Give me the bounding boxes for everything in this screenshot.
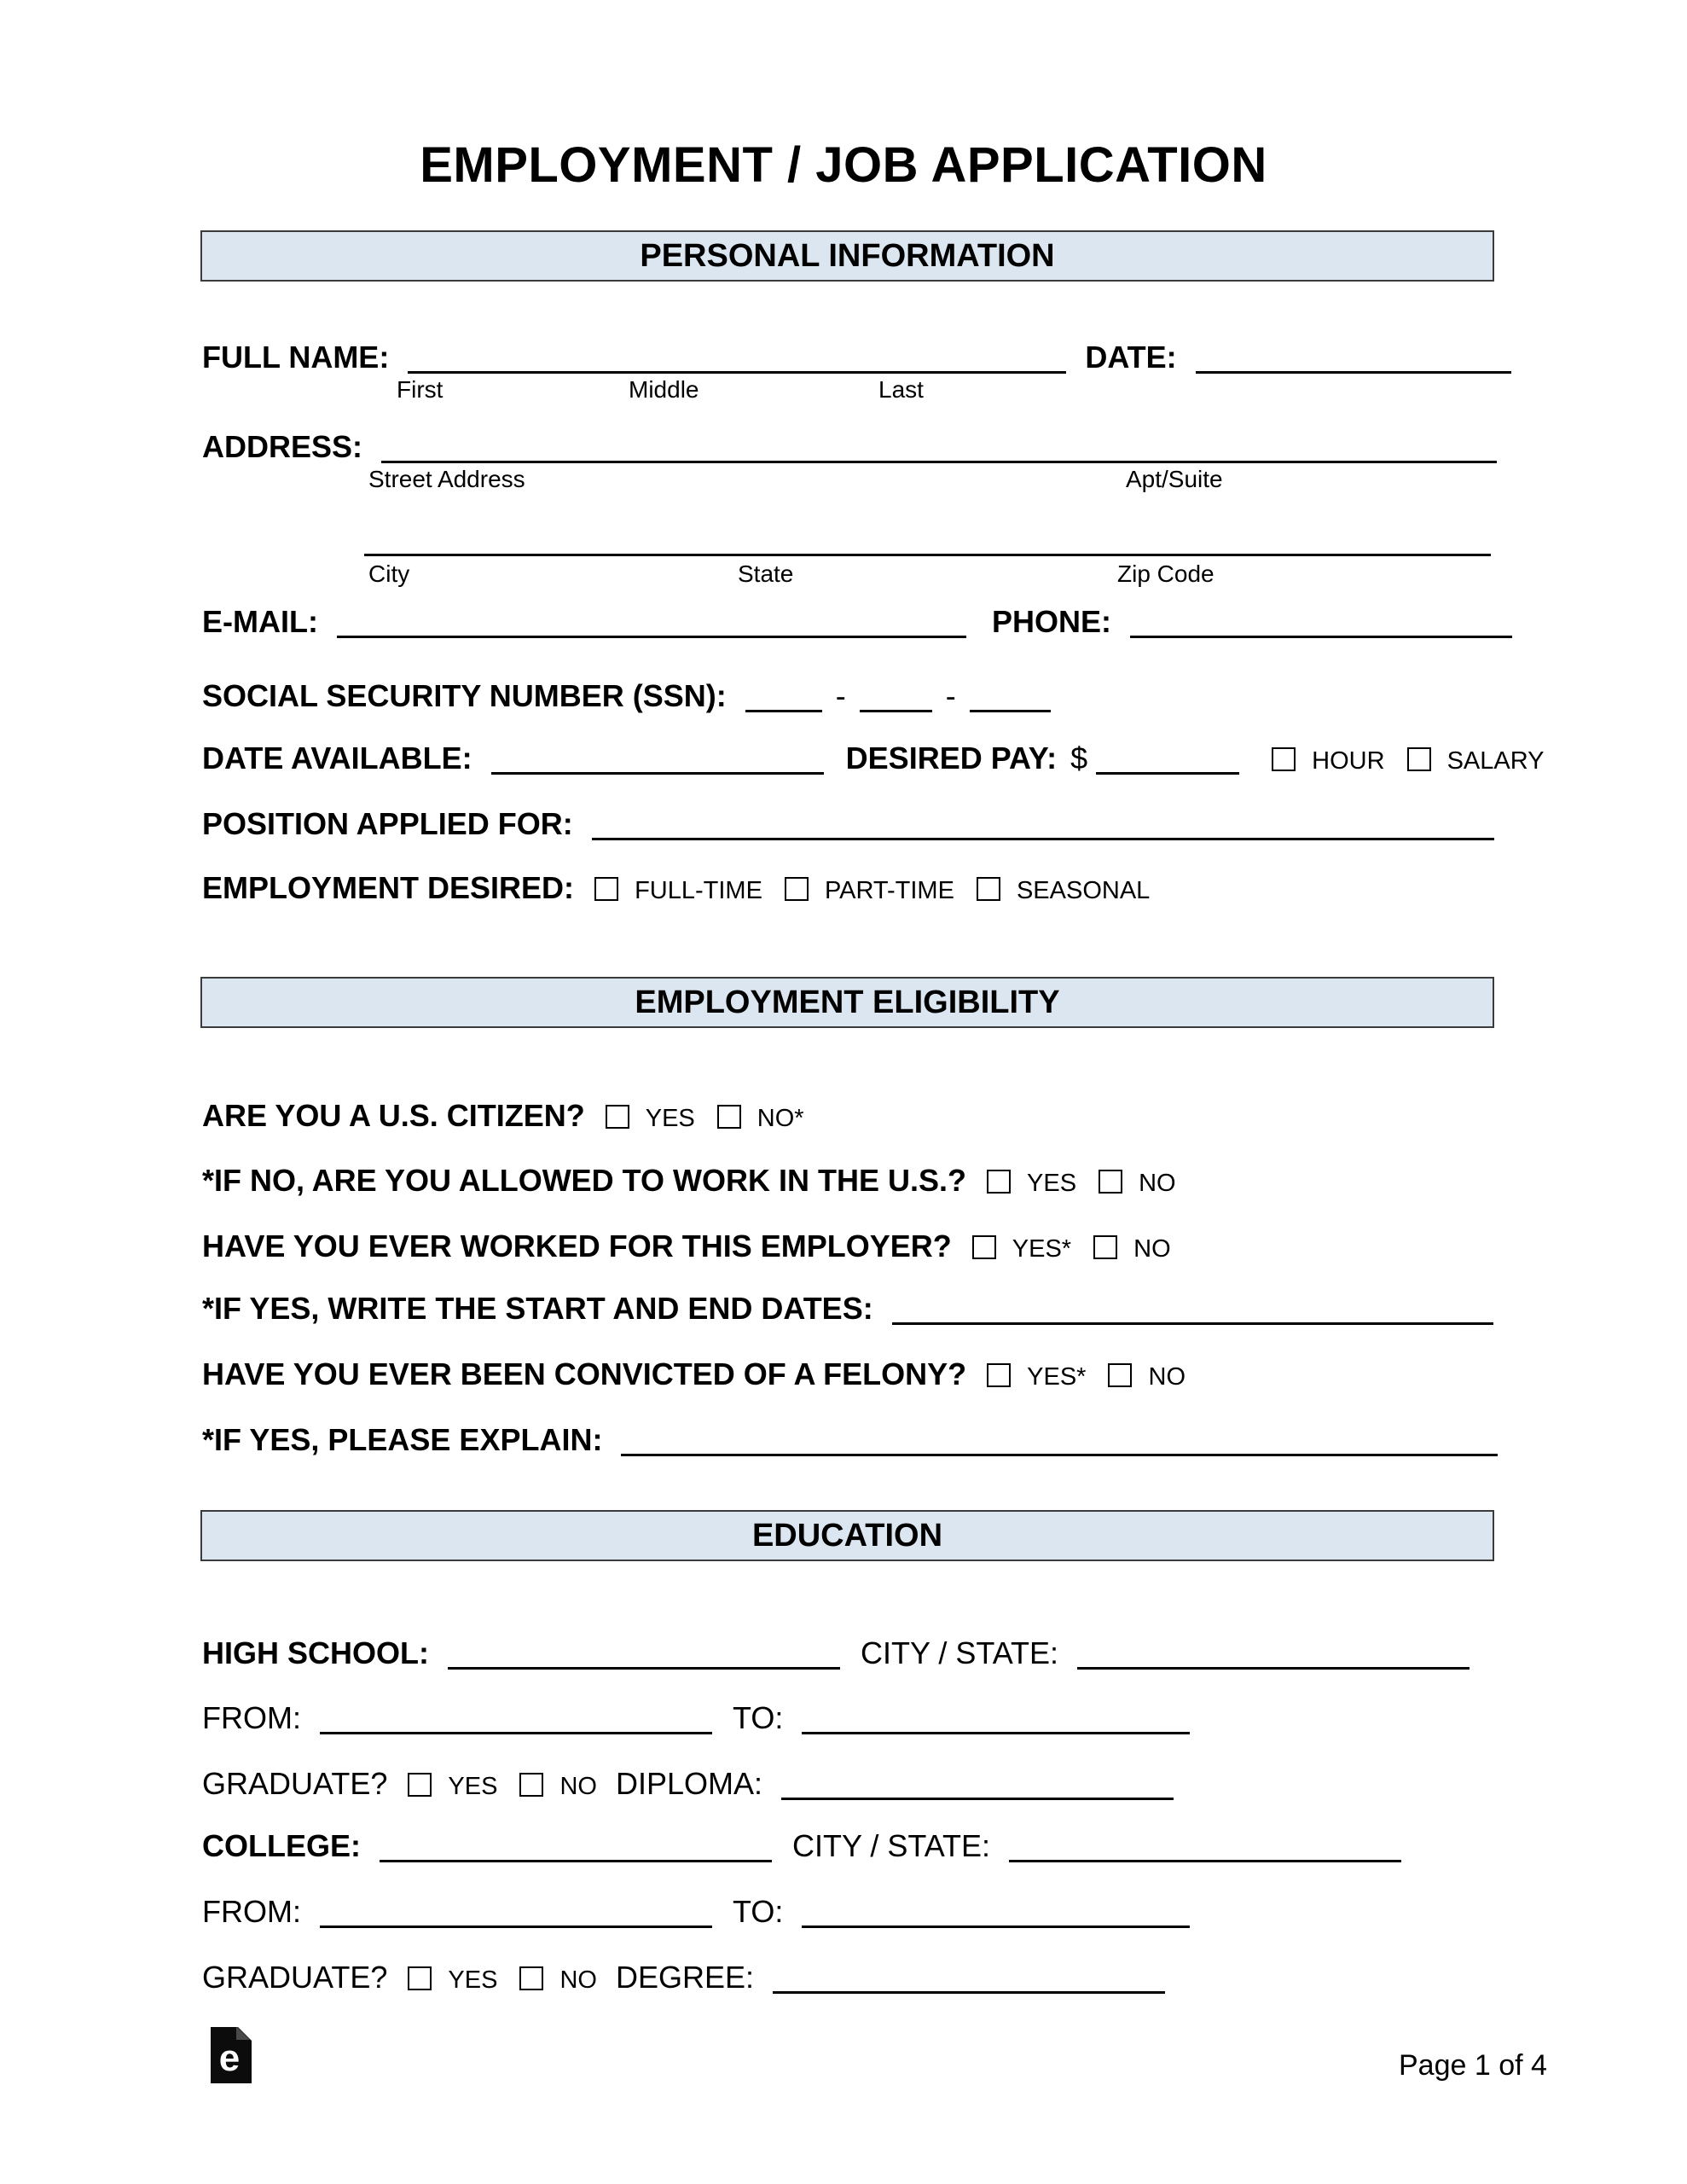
page-title: EMPLOYMENT / JOB APPLICATION (420, 137, 1267, 193)
phone-label: PHONE: (992, 604, 1112, 639)
yes-star-option-label: YES* (1012, 1235, 1072, 1263)
date-available-label: DATE AVAILABLE: (202, 741, 472, 775)
middle-sublabel: Middle (629, 376, 699, 403)
felony-no-checkbox[interactable] (1108, 1363, 1132, 1387)
part-time-checkbox[interactable] (785, 877, 809, 901)
no-option-label: NO (559, 1966, 597, 1994)
full-name-row (202, 340, 1511, 375)
yes-option-label: YES (448, 1966, 498, 1994)
section-header-education (200, 1510, 1494, 1561)
section-header-personal-information (200, 230, 1494, 282)
worked-yes-checkbox[interactable] (972, 1235, 996, 1259)
date-label: DATE: (1085, 340, 1177, 375)
college-label: COLLEGE: (202, 1828, 361, 1863)
hour-checkbox[interactable] (1272, 747, 1296, 771)
diploma-input[interactable] (781, 1772, 1174, 1800)
seasonal-checkbox[interactable] (977, 877, 1000, 901)
high-school-dates-row (202, 1701, 1190, 1735)
felony-explain-input[interactable] (621, 1428, 1498, 1456)
allowed-to-work-question-row (202, 1164, 1176, 1200)
email-label: E-MAIL: (202, 604, 318, 639)
allowed-yes-checkbox[interactable] (987, 1170, 1011, 1194)
no-option-label: NO (1148, 1363, 1186, 1391)
logo-letter: e (218, 2037, 241, 2079)
yes-option-label: YES (1027, 1170, 1077, 1197)
no-option-label: NO (559, 1773, 597, 1800)
section-header-label: PERSONAL INFORMATION (640, 237, 1055, 274)
high-school-input[interactable] (448, 1641, 840, 1670)
email-phone-row (202, 605, 1512, 639)
citizen-question-label: ARE YOU A U.S. CITIZEN? (202, 1098, 585, 1133)
worked-no-checkbox[interactable] (1093, 1235, 1117, 1259)
worked-before-question-label: HAVE YOU EVER WORKED FOR THIS EMPLOYER? (202, 1228, 952, 1263)
citizen-no-checkbox[interactable] (717, 1105, 741, 1129)
full-time-option-label: FULL-TIME (635, 877, 762, 904)
salary-option-label: SALARY (1446, 747, 1545, 775)
desired-pay-input[interactable] (1096, 746, 1239, 775)
college-from-input[interactable] (320, 1900, 712, 1928)
felony-explain-row (202, 1423, 1498, 1457)
college-dates-row (202, 1895, 1190, 1929)
worked-before-question-row (202, 1229, 1171, 1266)
date-available-input[interactable] (491, 746, 824, 775)
position-applied-input[interactable] (592, 812, 1494, 840)
page-number-label: Page 1 of 4 (1399, 2049, 1547, 2082)
start-end-dates-input[interactable] (892, 1297, 1493, 1325)
section-header-employment-eligibility (200, 977, 1494, 1028)
to-label: TO: (733, 1700, 784, 1735)
zip-code-sublabel: Zip Code (1117, 561, 1215, 587)
felony-question-label: HAVE YOU EVER BEEN CONVICTED OF A FELONY? (202, 1356, 967, 1391)
full-name-label: FULL NAME: (202, 340, 390, 375)
degree-input[interactable] (773, 1966, 1165, 1994)
felony-explain-label: *IF YES, PLEASE EXPLAIN: (202, 1422, 603, 1457)
ssn-dash: - (835, 678, 846, 713)
start-end-dates-label: *IF YES, WRITE THE START AND END DATES: (202, 1291, 873, 1326)
graduate-question-label: GRADUATE? (202, 1766, 388, 1801)
from-label: FROM: (202, 1700, 301, 1735)
state-sublabel: State (738, 561, 794, 587)
eforms-logo-icon (211, 2027, 252, 2088)
employment-desired-label: EMPLOYMENT DESIRED: (202, 870, 575, 905)
email-input[interactable] (337, 610, 966, 638)
last-sublabel: Last (878, 376, 924, 403)
apt-suite-sublabel: Apt/Suite (1126, 466, 1223, 492)
ssn-part2-input[interactable] (860, 684, 932, 712)
section-header-label: EMPLOYMENT ELIGIBILITY (635, 984, 1060, 1020)
citizen-yes-checkbox[interactable] (606, 1105, 629, 1129)
city-state-label: CITY / STATE: (861, 1635, 1059, 1670)
ssn-row (202, 679, 1051, 713)
ssn-part1-input[interactable] (745, 684, 822, 712)
address-row (202, 430, 1497, 464)
yes-star-option-label: YES* (1027, 1363, 1087, 1391)
city-state-zip-input[interactable] (364, 554, 1491, 556)
graduate-question-label: GRADUATE? (202, 1960, 388, 1995)
phone-input[interactable] (1130, 610, 1512, 638)
high-school-to-input[interactable] (802, 1706, 1190, 1734)
ssn-dash: - (945, 678, 956, 713)
part-time-option-label: PART-TIME (824, 877, 954, 904)
degree-label: DEGREE: (615, 1960, 755, 1995)
high-school-row (202, 1636, 1470, 1670)
hs-graduate-yes-checkbox[interactable] (408, 1773, 432, 1797)
college-input[interactable] (380, 1834, 772, 1862)
high-school-label: HIGH SCHOOL: (202, 1635, 429, 1670)
desired-pay-label: DESIRED PAY: (845, 741, 1058, 775)
address-label: ADDRESS: (202, 429, 363, 464)
city-sublabel: City (368, 561, 410, 587)
seasonal-option-label: SEASONAL (1016, 877, 1151, 904)
section-header-label: EDUCATION (751, 1517, 943, 1554)
position-applied-label: POSITION APPLIED FOR: (202, 806, 573, 841)
allowed-to-work-question-label: *IF NO, ARE YOU ALLOWED TO WORK IN THE U.S.? (202, 1163, 967, 1198)
citizen-question-row (202, 1099, 804, 1136)
employment-desired-row (202, 871, 1150, 908)
city-state-label: CITY / STATE: (792, 1828, 991, 1863)
no-star-option-label: NO* (757, 1105, 804, 1132)
salary-checkbox[interactable] (1407, 747, 1431, 771)
college-graduate-row (202, 1960, 1165, 1997)
date-input[interactable] (1196, 346, 1511, 374)
high-school-city-state-input[interactable] (1077, 1641, 1470, 1670)
yes-option-label: YES (448, 1773, 498, 1800)
felony-yes-checkbox[interactable] (987, 1363, 1011, 1387)
allowed-no-checkbox[interactable] (1099, 1170, 1122, 1194)
to-label: TO: (733, 1894, 784, 1929)
felony-question-row (202, 1357, 1186, 1394)
yes-option-label: YES (645, 1105, 695, 1132)
hs-graduate-no-checkbox[interactable] (519, 1773, 543, 1797)
diploma-label: DIPLOMA: (615, 1766, 763, 1801)
full-name-input[interactable] (408, 346, 1066, 374)
no-option-label: NO (1139, 1170, 1176, 1197)
ssn-label: SOCIAL SECURITY NUMBER (SSN): (202, 678, 727, 713)
high-school-from-input[interactable] (320, 1706, 712, 1734)
college-graduate-no-checkbox[interactable] (519, 1966, 543, 1990)
from-label: FROM: (202, 1894, 301, 1929)
college-row (202, 1829, 1401, 1863)
full-time-checkbox[interactable] (594, 877, 618, 901)
first-sublabel: First (397, 376, 443, 403)
dollar-sign: $ (1070, 741, 1088, 775)
street-address-sublabel: Street Address (368, 466, 525, 492)
date-available-pay-row (202, 741, 1545, 778)
position-row (202, 807, 1494, 841)
start-end-dates-row (202, 1292, 1493, 1326)
college-city-state-input[interactable] (1009, 1834, 1401, 1862)
street-address-input[interactable] (381, 435, 1497, 463)
college-graduate-yes-checkbox[interactable] (408, 1966, 432, 1990)
high-school-graduate-row (202, 1767, 1174, 1804)
hour-option-label: HOUR (1312, 747, 1385, 775)
ssn-part3-input[interactable] (970, 684, 1051, 712)
college-to-input[interactable] (802, 1900, 1190, 1928)
no-option-label: NO (1133, 1235, 1171, 1263)
